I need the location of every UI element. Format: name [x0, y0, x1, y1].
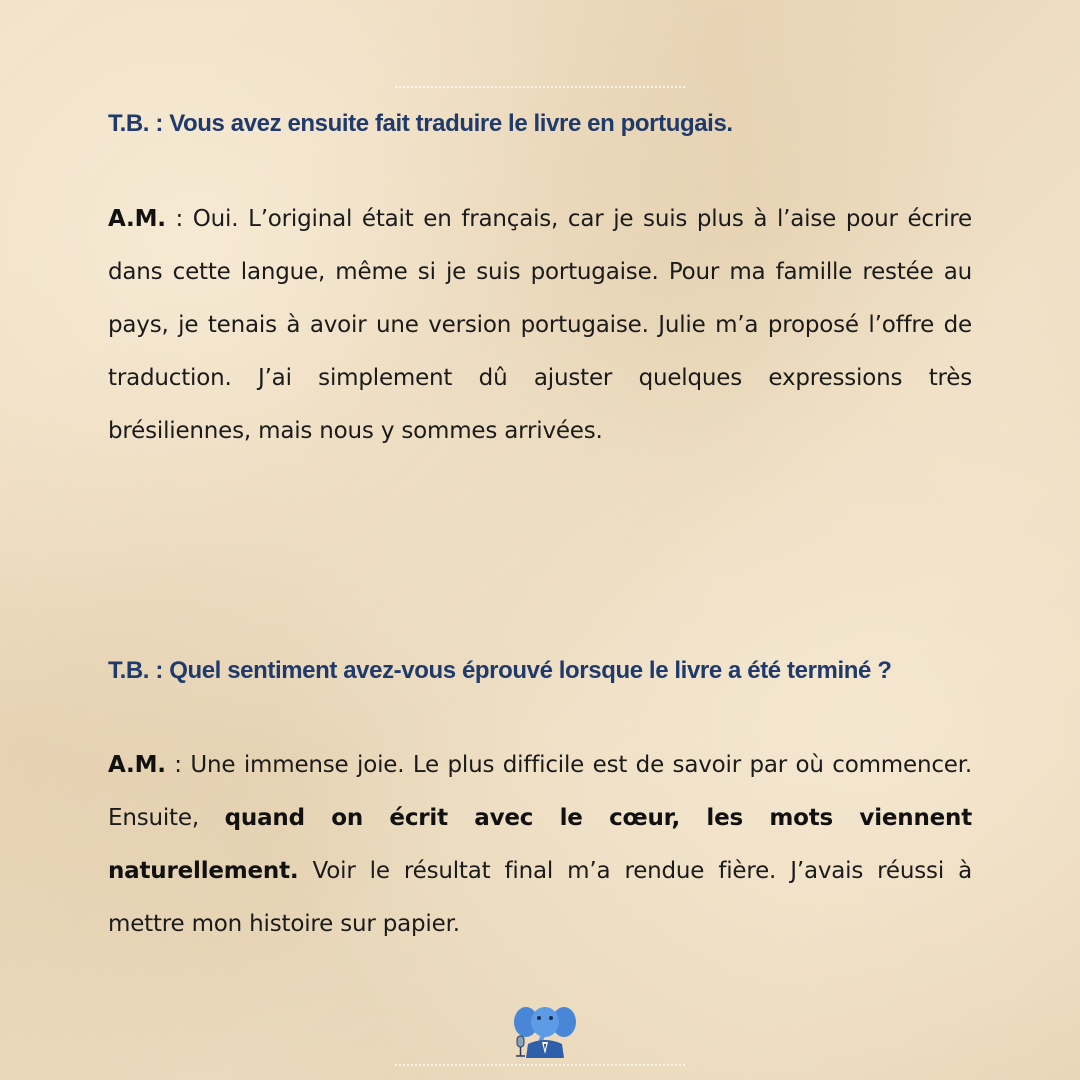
question-2: T.B. : Quel sentiment avez-vous éprouvé lorsque le livre a été terminé ?: [108, 657, 892, 684]
answer-1-text: : Oui. L’original était en français, car je suis plus à l’aise pour écrire dans cette langue, même si je suis portugaise. Pour ma famille restée au pays, je tenais à avoir une version portugaise. Julie m’a proposé l’offre de traduction. J’ai simplement dû ajuster quelques expressions très brésiliennes, mais nous y sommes arrivées.: [108, 206, 972, 444]
question-1: T.B. : Vous avez ensuite fait traduire le livre en portugais.: [108, 110, 733, 137]
top-dotted-divider: [395, 86, 685, 88]
answer-1: [108, 193, 972, 458]
answer-2: [108, 739, 972, 951]
answer-2-emphasis: quand on écrit avec le cœur, les mots viennent naturellement.: [108, 805, 972, 884]
answer-2-text-start: : Une immense joie. Le plus difficile est de savoir par où commencer. Ensuite,: [108, 752, 972, 831]
elephant-logo-svg: [512, 1000, 578, 1062]
answer-2-speaker: A.M.: [108, 752, 166, 778]
answer-1-speaker: A.M.: [108, 206, 166, 232]
elephant-microphone-icon: [512, 1000, 578, 1062]
answer-2-text-end: Voir le résultat final m’a rendue fière. J’avais réussi à mettre mon histoire sur papier.: [108, 858, 972, 937]
bottom-dotted-divider: [395, 1064, 685, 1066]
